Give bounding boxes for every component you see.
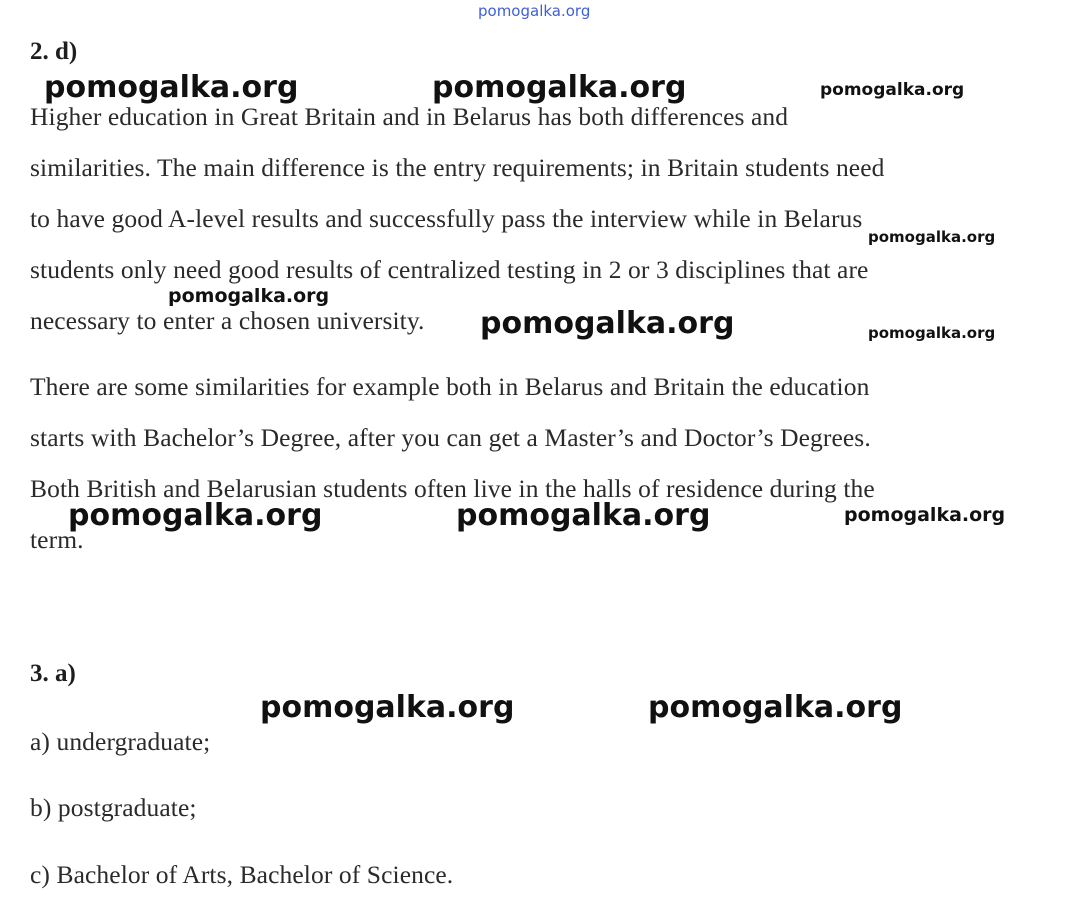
watermark: pomogalka.org bbox=[868, 324, 996, 342]
watermark: pomogalka.org bbox=[44, 70, 299, 105]
watermark: pomogalka.org bbox=[260, 690, 515, 725]
watermark: pomogalka.org bbox=[432, 70, 687, 105]
paragraph-1-line-5: necessary to enter a chosen university. bbox=[30, 306, 425, 335]
watermark: pomogalka.org bbox=[456, 498, 711, 533]
paragraph-1-line-2: similarities. The main difference is the entry requirements; in Britain students need bbox=[30, 153, 885, 182]
paragraph-2-line-2: starts with Bachelor’s Degree, after you can get a Master’s and Doctor’s Degrees. bbox=[30, 423, 871, 452]
watermark: pomogalka.org bbox=[168, 285, 330, 307]
watermark: pomogalka.org bbox=[868, 228, 996, 246]
watermark: pomogalka.org bbox=[648, 690, 903, 725]
watermark: pomogalka.org bbox=[68, 498, 323, 533]
paragraph-2-line-1: There are some similarities for example both in Belarus and Britain the education bbox=[30, 372, 870, 401]
watermark: pomogalka.org bbox=[820, 80, 965, 100]
answer-c: c) Bachelor of Arts, Bachelor of Science. bbox=[30, 860, 454, 889]
paragraph-1-line-1: Higher education in Great Britain and in Belarus has both differences and bbox=[30, 102, 789, 131]
paragraph-1-line-3: to have good A-level results and successfully pass the interview while in Belarus bbox=[30, 204, 863, 233]
watermark: pomogalka.org bbox=[480, 306, 735, 341]
paragraph-2-line-3: Both British and Belarusian students often live in the halls of residence during the bbox=[30, 474, 875, 503]
paragraph-1-line-4: students only need good results of centralized testing in 2 or 3 disciplines that are bbox=[30, 255, 869, 284]
section-2-heading: 2. d) bbox=[30, 38, 78, 65]
header-watermark: pomogalka.org bbox=[478, 2, 591, 20]
watermark: pomogalka.org bbox=[844, 504, 1006, 526]
paragraph-2-line-4: term. bbox=[30, 525, 84, 554]
answer-a: a) undergraduate; bbox=[30, 727, 211, 756]
answer-b: b) postgraduate; bbox=[30, 793, 197, 822]
section-3-heading: 3. a) bbox=[30, 660, 76, 687]
